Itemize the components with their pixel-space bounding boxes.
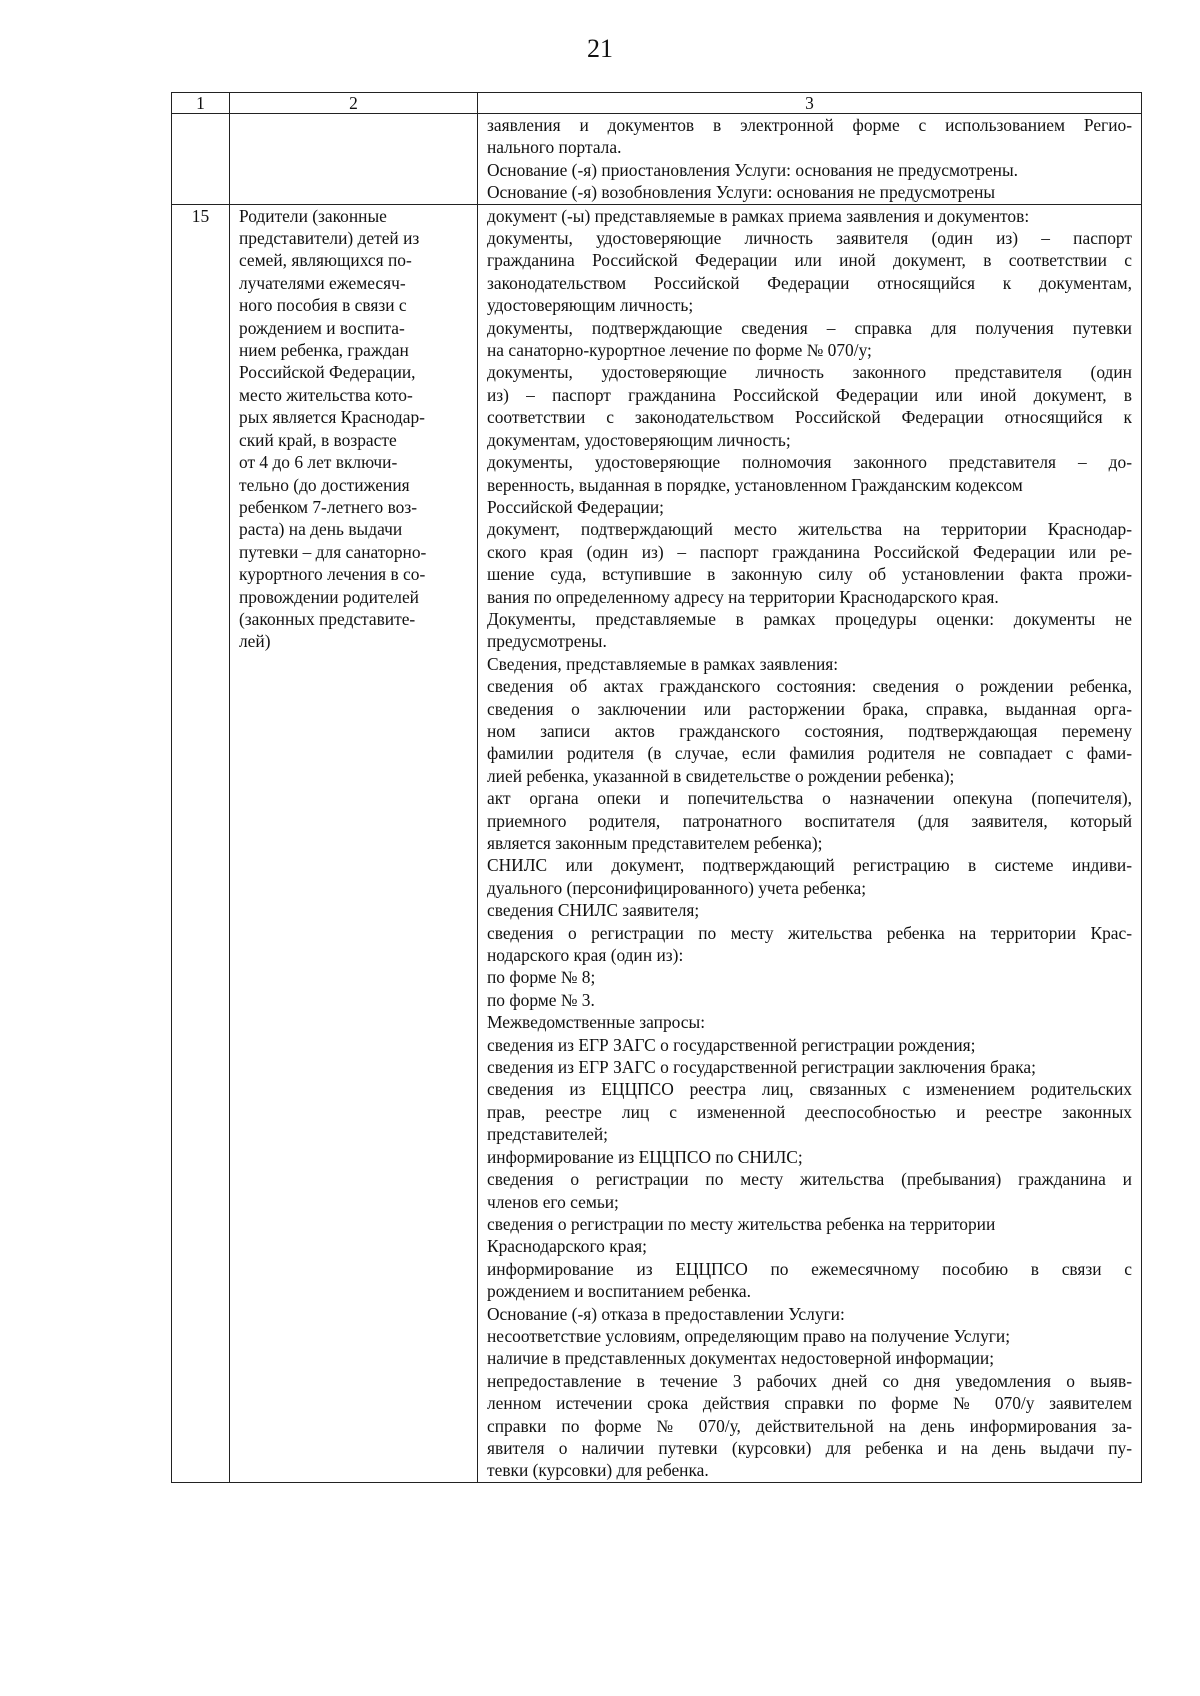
applicant-line: курортного лечения в со- (239, 564, 426, 585)
applicant-line: лучателями ежемесяч- (239, 272, 406, 293)
content-line: ном записи актов гражданского состояния, подтверждающая перемену (487, 720, 1132, 741)
applicant-line: провождении родителей (239, 586, 419, 607)
applicant-line: Родители (законные (239, 205, 387, 226)
page-number: 21 (587, 34, 613, 63)
applicant-line: (законных представите- (239, 608, 416, 629)
content-line: Сведения, представляемые в рамках заявления: (487, 653, 839, 674)
content-line: заявления и документов в электронной форме с использованием Регио- (487, 115, 1132, 135)
content-line: рождением и воспитанием ребенка. (487, 1281, 751, 1302)
content-line: Основание (-я) приостановления Услуги: основания не предусмотрены. (487, 159, 1019, 180)
applicant-line: от 4 до 6 лет включи- (239, 452, 398, 473)
content-line: фамилии родителя (в случае, если фамилия родителя не совпадает с фами- (487, 743, 1132, 764)
content-line: акт органа опеки и попечительства о назначении опекуна (попечителя), (487, 788, 1132, 809)
applicant-line: семей, являющихся по- (239, 250, 412, 271)
content-line: ского края (один из) – паспорт гражданина Российской Федерации или ре- (487, 541, 1132, 562)
content-line: членов его семьи; (487, 1191, 619, 1212)
content-line: СНИЛС или документ, подтверждающий регистрацию в системе индиви- (487, 855, 1132, 876)
content-line: явителя о наличии путевки (курсовки) для ребенка и на день выдачи пу- (487, 1437, 1132, 1458)
content-line: сведения из ЕГР ЗАГС о государственной регистрации рождения; (487, 1034, 976, 1055)
content-line: нодарского края (один из): (487, 945, 684, 966)
content-line: непредоставление в течение 3 рабочих дней со дня уведомления о выяв- (487, 1370, 1132, 1391)
content-line: Российской Федерации; (487, 496, 665, 517)
content-line: сведения из ЕЦЦПСО реестра лиц, связанных с изменением родительских (487, 1079, 1132, 1100)
content-line: документ, подтверждающий место жительства на территории Краснодар- (487, 519, 1132, 540)
content-line: документы, удостоверяющие личность заявителя (один из) – паспорт (487, 228, 1132, 249)
content-line: нального портала. (487, 137, 622, 158)
content-cell (478, 114, 1142, 205)
applicant-line: рождением и воспита- (239, 317, 405, 338)
content-line: сведения об актах гражданского состояния: сведения о рождении ребенка, (487, 676, 1132, 697)
content-line: документы, удостоверяющие личность законного представителя (один (487, 362, 1132, 383)
table-row-continued (172, 114, 1142, 205)
content-line: прав, реестре лиц с измененной дееспособностью и реестре законных (487, 1101, 1132, 1122)
applicant-line: Российской Федерации, (239, 362, 416, 383)
content-line: сведения СНИЛС заявителя; (487, 900, 700, 921)
content-line: справки по форме № 070/у, действительной на день информирования за- (487, 1415, 1132, 1436)
content-line: законодательством Российской Федерации относящийся к документам, (487, 272, 1132, 293)
content-line: наличие в представленных документах недостоверной информации; (487, 1348, 995, 1369)
applicant-cell (230, 114, 478, 205)
applicant-line: место жительства кото- (239, 384, 413, 405)
content-line: тевки (курсовки) для ребенка. (487, 1460, 709, 1481)
content-line: документ (-ы) представляемые в рамках приема заявления и документов: (487, 205, 1030, 226)
content-line: информирование из ЕЦЦПСО по СНИЛС; (487, 1146, 803, 1167)
content-line: вания по определенному адресу на территории Краснодарского края. (487, 586, 999, 607)
content-line: ленном истечении срока действия справки по форме № 070/у заявителем (487, 1393, 1132, 1414)
applicant-line: лей) (239, 631, 271, 652)
content-line: Основание (-я) возобновления Услуги: основания не предусмотрены (487, 182, 996, 203)
content-line: документы, удостоверяющие полномочия законного представителя – до- (487, 452, 1132, 473)
content-line: сведения о регистрации по месту жительства ребенка на территории (487, 1213, 996, 1234)
applicant-line: путевки – для санаторно- (239, 541, 427, 562)
content-line: сведения о заключении или расторжении брака, справка, выданная орга- (487, 698, 1132, 719)
applicant-line: раста) на день выдачи (239, 519, 403, 540)
content-line: представителей; (487, 1124, 608, 1145)
header-row (172, 93, 1142, 114)
table-row-15 (172, 204, 1142, 1482)
content-line: информирование из ЕЦЦПСО по ежемесячному пособию в связи с (487, 1258, 1132, 1279)
content-line: сведения из ЕГР ЗАГС о государственной регистрации заключения брака; (487, 1057, 1036, 1078)
applicant-line: нием ребенка, граждан (239, 340, 409, 361)
content-line: веренность, выданная в порядке, установленном Гражданским кодексом (487, 474, 1023, 495)
content-line: приемного родителя, патронатного воспитателя (для заявителя, который (487, 810, 1132, 831)
content-line: удостоверяющим личность; (487, 295, 694, 316)
content-line: предусмотрены. (487, 631, 607, 652)
content-line: документы, подтверждающие сведения – справка для получения путевки (487, 317, 1132, 338)
content-line: сведения о регистрации по месту жительства ребенка на территории Крас- (487, 922, 1132, 943)
content-line: Краснодарского края; (487, 1236, 647, 1257)
applicant-line: ребенком 7-летнего воз- (239, 496, 418, 517)
content-line: дуального (персонифицированного) учета ребенка; (487, 877, 867, 898)
header-col-3: 3 (478, 93, 1142, 114)
content-line: несоответствие условиям, определяющим право на получение Услуги; (487, 1325, 1011, 1346)
applicant-line: тельно (до достижения (239, 474, 410, 495)
document-table (171, 92, 1142, 1483)
content-line: гражданина Российской Федерации или иной документ, в соответствии с (487, 250, 1132, 271)
header-col-2: 2 (230, 93, 478, 114)
content-line: по форме № 3. (487, 989, 595, 1010)
content-line: Документы, представляемые в рамках процедуры оценки: документы не (487, 608, 1132, 629)
applicant-cell (230, 204, 478, 1482)
content-line: на санаторно-курортное лечение по форме № 070/у; (487, 340, 872, 361)
applicant-line: представители) детей из (239, 228, 420, 249)
content-line: документам, удостоверяющим личность; (487, 429, 791, 450)
content-line: является законным представителем ребенка); (487, 833, 823, 853)
content-line: по форме № 8; (487, 967, 596, 988)
row-number-cell (172, 114, 230, 205)
applicant-line: ский край, в возрасте (239, 429, 397, 450)
content-cell (478, 204, 1142, 1482)
header-col-1: 1 (172, 93, 230, 114)
content-line: лией ребенка, указанной в свидетельстве о рождении ребенка); (487, 765, 955, 786)
content-line: Межведомственные запросы: (487, 1012, 706, 1033)
content-line: Основание (-я) отказа в предоставлении Услуги: (487, 1303, 845, 1324)
content-line: шение суда, вступившие в законную силу об установлении факта прожи- (487, 564, 1132, 585)
content-line: соответствии с законодательством Российской Федерации относящийся к (487, 407, 1132, 428)
applicant-line: ного пособия в связи с (239, 295, 407, 316)
row-number-cell: 15 (172, 204, 230, 1482)
applicant-line: рых является Краснодар- (239, 407, 425, 428)
content-line: из) – паспорт гражданина Российской Федерации или иной документ, в (487, 384, 1132, 405)
content-line: сведения о регистрации по месту жительства (пребывания) гражданина и (487, 1169, 1132, 1190)
